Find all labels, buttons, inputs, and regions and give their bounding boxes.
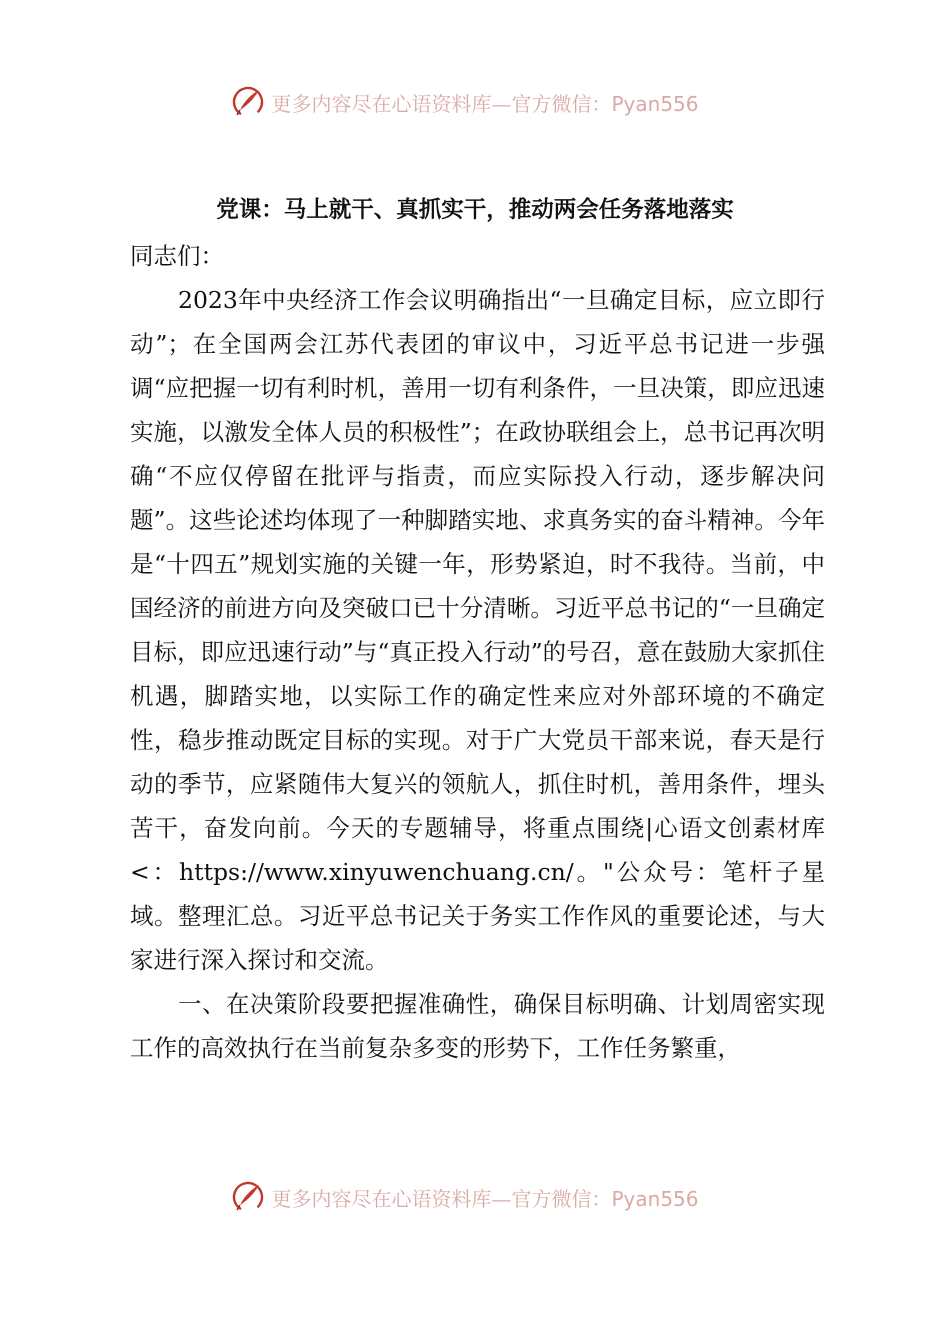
quill-logo-icon [231, 1180, 265, 1214]
header-watermark [0, 82, 950, 122]
document-body [130, 234, 825, 1070]
body-paragraph-section-one: 一、在决策阶段要把握准确性，确保目标明确、计划周密实现工作的高效执行在当前复杂多变的形势下，工作任务繁重， [130, 990, 825, 1062]
watermark-text: 更多内容尽在心语资料库—官方微信：Pyan556 [271, 91, 699, 116]
salutation: 同志们： [130, 242, 224, 270]
document-title: 党课：马上就干、真抓实干，推动两会任务落地落实 [216, 197, 734, 223]
watermark-text: 更多内容尽在心语资料库—官方微信：Pyan556 [271, 1186, 699, 1211]
quill-logo-icon [231, 85, 265, 119]
footer-watermark [0, 1177, 950, 1217]
body-paragraph-intro: 2023年中央经济工作会议明确指出“一旦确定目标，应立即行动”；在全国两会江苏代表团的审议中，习近平总书记进一步强调“应把握一切有利时机，善用一切有利条件，一旦决策，即应迅速实施，以激发全体人员的积极性”；在政协联组会上，总书记再次明确“不应仅停留在批评与指责，而应实际投入行动，逐步解决问题”。这些论述均体现了一种脚踏实地、求真务实的奋斗精神。今年是“十四五”规划实施的关键一年，形势紧迫，时不我待。当前，中国经济的前进方向及突破口已十分清晰。习近平总书记的“一旦确定目标，即应迅速行动”与“真正投入行动”的号召，意在鼓励大家抓住机遇，脚踏实地，以实际工作的确定性来应对外部环境的不确定性，稳步推动既定目标的实现。对于广大党员干部来说，春天是行动的季节，应紧随伟大复兴的领航人，抓住时机，善用条件，埋头苦干，奋发向前。今天的专题辅导，将重点围绕|心语文创素材库<：https://www.xinyuwenchuang.cn/。"公众号：笔杆子星域。整理汇总。习近平总书记关于务实工作作风的重要论述，与大家进行深入探讨和交流。 [130, 286, 825, 974]
